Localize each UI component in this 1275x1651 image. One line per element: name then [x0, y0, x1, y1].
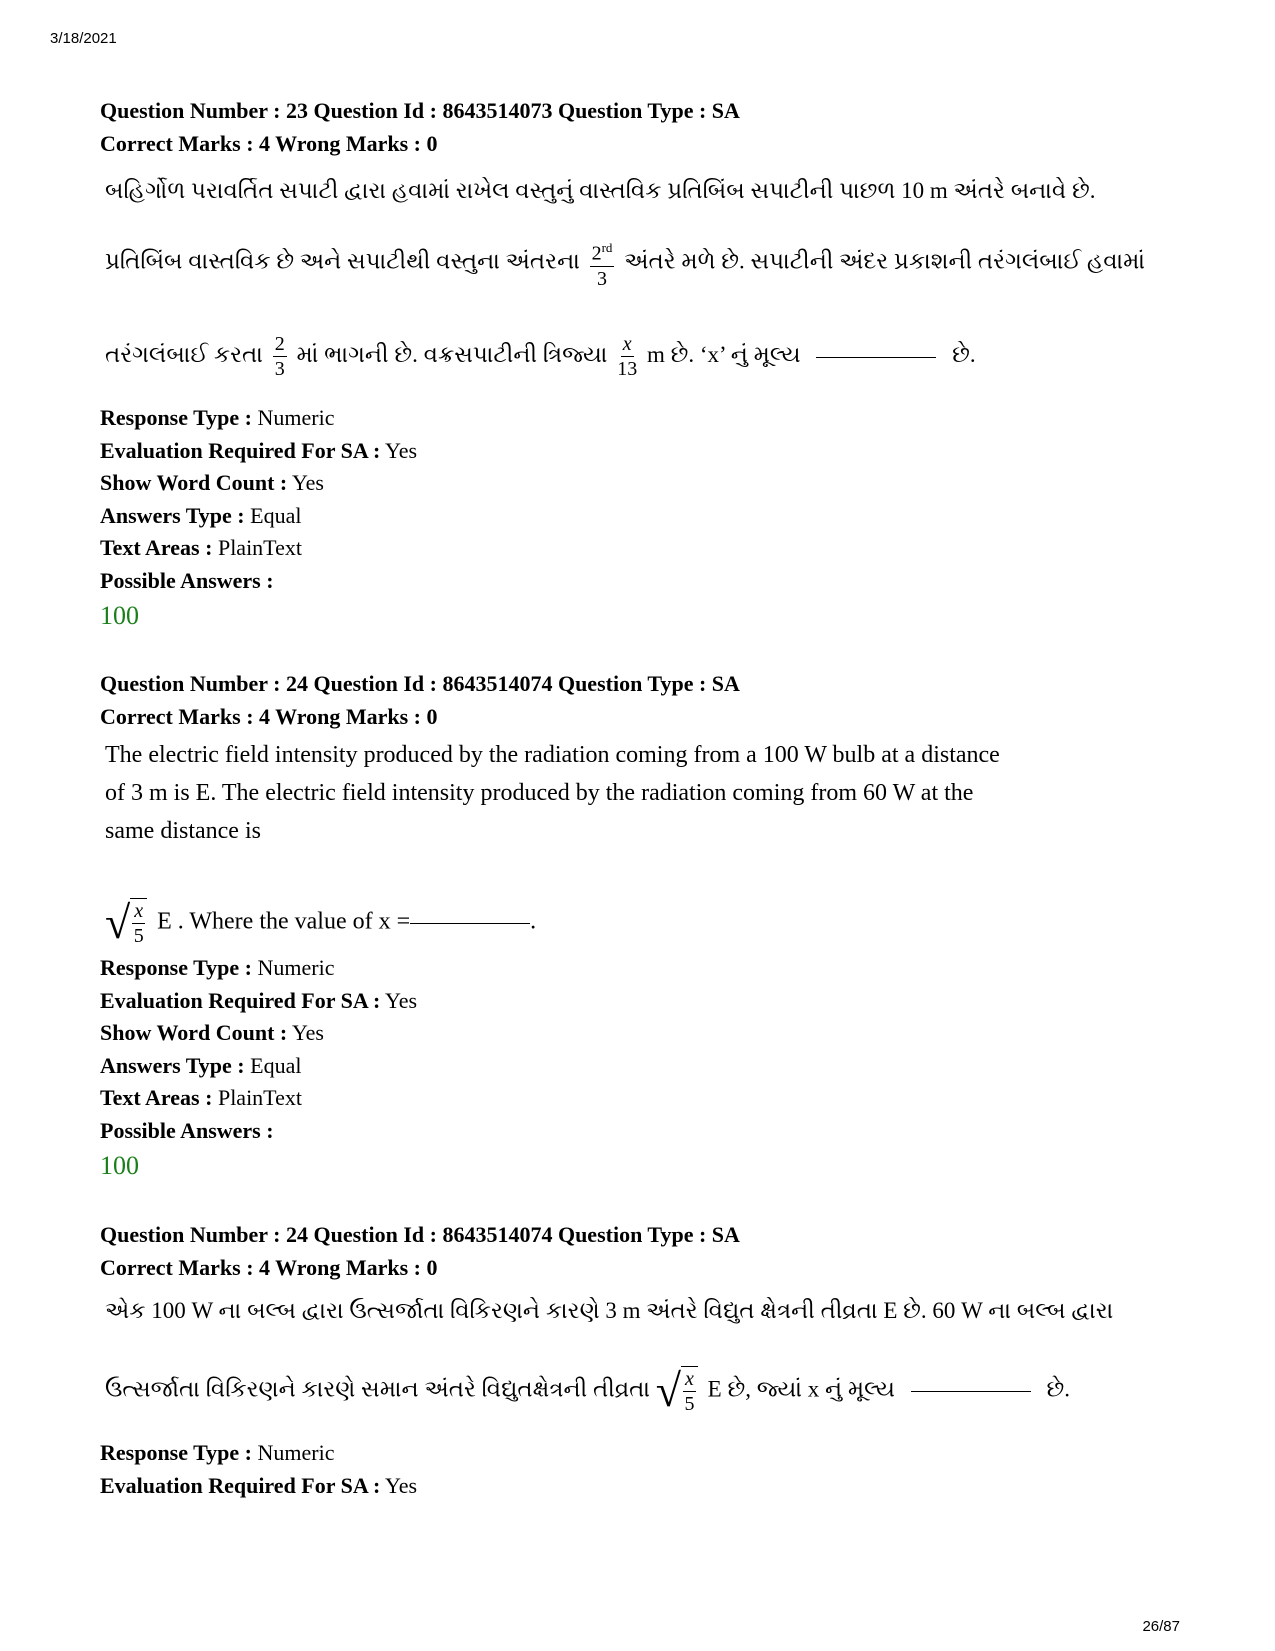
print-date: 3/18/2021	[50, 30, 117, 47]
q23-answer-blank	[816, 356, 936, 358]
q24en-line3: same distance is	[105, 818, 261, 844]
q23-frac1-den: 3	[597, 267, 608, 290]
q23-fraction-two-thirds	[590, 236, 615, 291]
q23-line3-d: છે.	[952, 341, 976, 367]
q24en-header	[100, 667, 1190, 733]
q24en-possible-answers-label: Possible Answers :	[100, 1117, 274, 1143]
page-number: 26/87	[1142, 1618, 1180, 1635]
q23-frac2-num: 2	[274, 333, 285, 355]
q24gu-header-line2: Correct Marks : 4 Wrong Marks : 0	[100, 1255, 438, 1280]
q23-frac3-den: 13	[617, 358, 638, 380]
q23-fraction-x-13	[617, 332, 637, 381]
q23-frac1-sup: rd	[601, 240, 613, 255]
q24en-text-areas: Text Areas : PlainText	[100, 1085, 302, 1110]
q24gu-sqrt-den: 5	[684, 1393, 695, 1415]
q23-line3-a: તરંગલંબાઈ કરતા	[105, 341, 263, 367]
q24en-answer-blank	[410, 922, 530, 924]
q24gu-header	[100, 1218, 1190, 1284]
q24en-response-type: Response Type : Numeric	[100, 955, 335, 980]
q24en-evaluation: Evaluation Required For SA : Yes	[100, 987, 418, 1013]
q23-word-count: Show Word Count : Yes	[100, 470, 324, 495]
q24gu-sqrt-num: x	[685, 1368, 694, 1390]
q23-header	[100, 94, 1190, 160]
q23-response-type: Response Type : Numeric	[100, 405, 335, 430]
q23-frac2-den: 3	[274, 358, 285, 380]
q24en-question-text	[105, 736, 1000, 948]
q24en-line4-b: .	[530, 908, 537, 935]
q24en-sqrt-den: 5	[133, 925, 144, 947]
q24gu-line2-c: છે.	[1046, 1376, 1070, 1402]
q24gu-evaluation: Evaluation Required For SA : Yes	[100, 1472, 418, 1498]
q23-answers-type: Answers Type : Equal	[100, 502, 302, 528]
q23-line3-b: માં ભાગની છે. વક્રસપાટીની ત્રિજ્યા	[296, 341, 608, 367]
q23-frac1-num: 2	[591, 242, 602, 265]
q24en-sqrt-x-over-5: √ $\frac{x}{5}$	[105, 898, 147, 948]
q23-line1: બહિર્ગોળ પરાવર્તિત સપાટી દ્વારા હવામાં રાખેલ વસ્તુનું વાસ્તવિક પ્રતિબિંબ સપાટીની પાછળ 10 m અંતરે બનાવે છે.	[105, 178, 1096, 203]
q23-line2-b: અંતરે મળે છે. સપાટીની અંદર પ્રકાશની તરંગલંબાઈ હવામાં	[624, 248, 1146, 274]
q24en-meta	[100, 952, 1190, 1183]
q24gu-response-type: Response Type : Numeric	[100, 1440, 335, 1465]
q23-text-areas: Text Areas : PlainText	[100, 535, 302, 560]
q24gu-line2-a: ઉત્સર્જાતા વિકિરણને કારણે સમાન અંતરે વિદ્યુતક્ષેત્રની તીવ્રતા	[105, 1376, 651, 1402]
q23-answer: 100	[100, 601, 139, 630]
q24gu-line2-b: E છે, જ્યાં x નું મૂલ્ય	[707, 1376, 895, 1402]
q24en-answers-type: Answers Type : Equal	[100, 1052, 302, 1078]
q24gu-sqrt-x-over-5: √ $\frac{x}{5}$	[656, 1366, 698, 1416]
q23-evaluation: Evaluation Required For SA : Yes	[100, 437, 418, 463]
q23-meta	[100, 402, 1190, 633]
q23-possible-answers-label: Possible Answers :	[100, 567, 274, 593]
q23-question-text	[105, 172, 1146, 380]
q24en-header-line1: Question Number : 24 Question Id : 8643514074 Question Type : SA	[100, 671, 740, 696]
q24gu-header-line1: Question Number : 24 Question Id : 8643514074 Question Type : SA	[100, 1222, 740, 1247]
q24en-line1: The electric field intensity produced by the radiation coming from a 100 W bulb at a distance	[105, 742, 1000, 768]
q24en-header-line2: Correct Marks : 4 Wrong Marks : 0	[100, 704, 438, 729]
q24en-line2: of 3 m is E. The electric field intensity produced by the radiation coming from 60 W at the	[105, 780, 974, 806]
q24gu-meta	[100, 1437, 1190, 1502]
q23-header-line1: Question Number : 23 Question Id : 8643514073 Question Type : SA	[100, 98, 740, 123]
q24en-answer: 100	[100, 1151, 139, 1180]
q24gu-line2	[105, 1366, 1113, 1416]
q23-line2	[105, 236, 1146, 290]
q24gu-line1: એક 100 W ના બલ્બ દ્વારા ઉત્સર્જાતા વિકિરણને કારણે 3 m અંતરે વિદ્યુત ક્ષેત્રની તીવ્રતા E છે. 60 W ના બલ્બ દ્વારા	[105, 1298, 1114, 1323]
q23-line3-c: m છે. ‘x’ નું મૂલ્ય	[646, 341, 801, 367]
q24en-line4	[105, 898, 1000, 948]
q23-line2-a: પ્રતિબિંબ વાસ્તવિક છે અને સપાટીથી વસ્તુના અંતરના	[105, 248, 580, 274]
q24en-line4-a: E . Where the value of x =	[157, 908, 411, 935]
q24en-word-count: Show Word Count : Yes	[100, 1020, 324, 1045]
q23-fraction-2-3	[273, 332, 287, 381]
q24en-sqrt-num: x	[134, 900, 144, 922]
q24gu-question-text	[105, 1292, 1113, 1416]
q23-line3	[105, 332, 1145, 380]
q23-frac3-num: x	[622, 333, 632, 355]
q24gu-answer-blank	[911, 1390, 1031, 1392]
q23-header-line2: Correct Marks : 4 Wrong Marks : 0	[100, 131, 438, 156]
